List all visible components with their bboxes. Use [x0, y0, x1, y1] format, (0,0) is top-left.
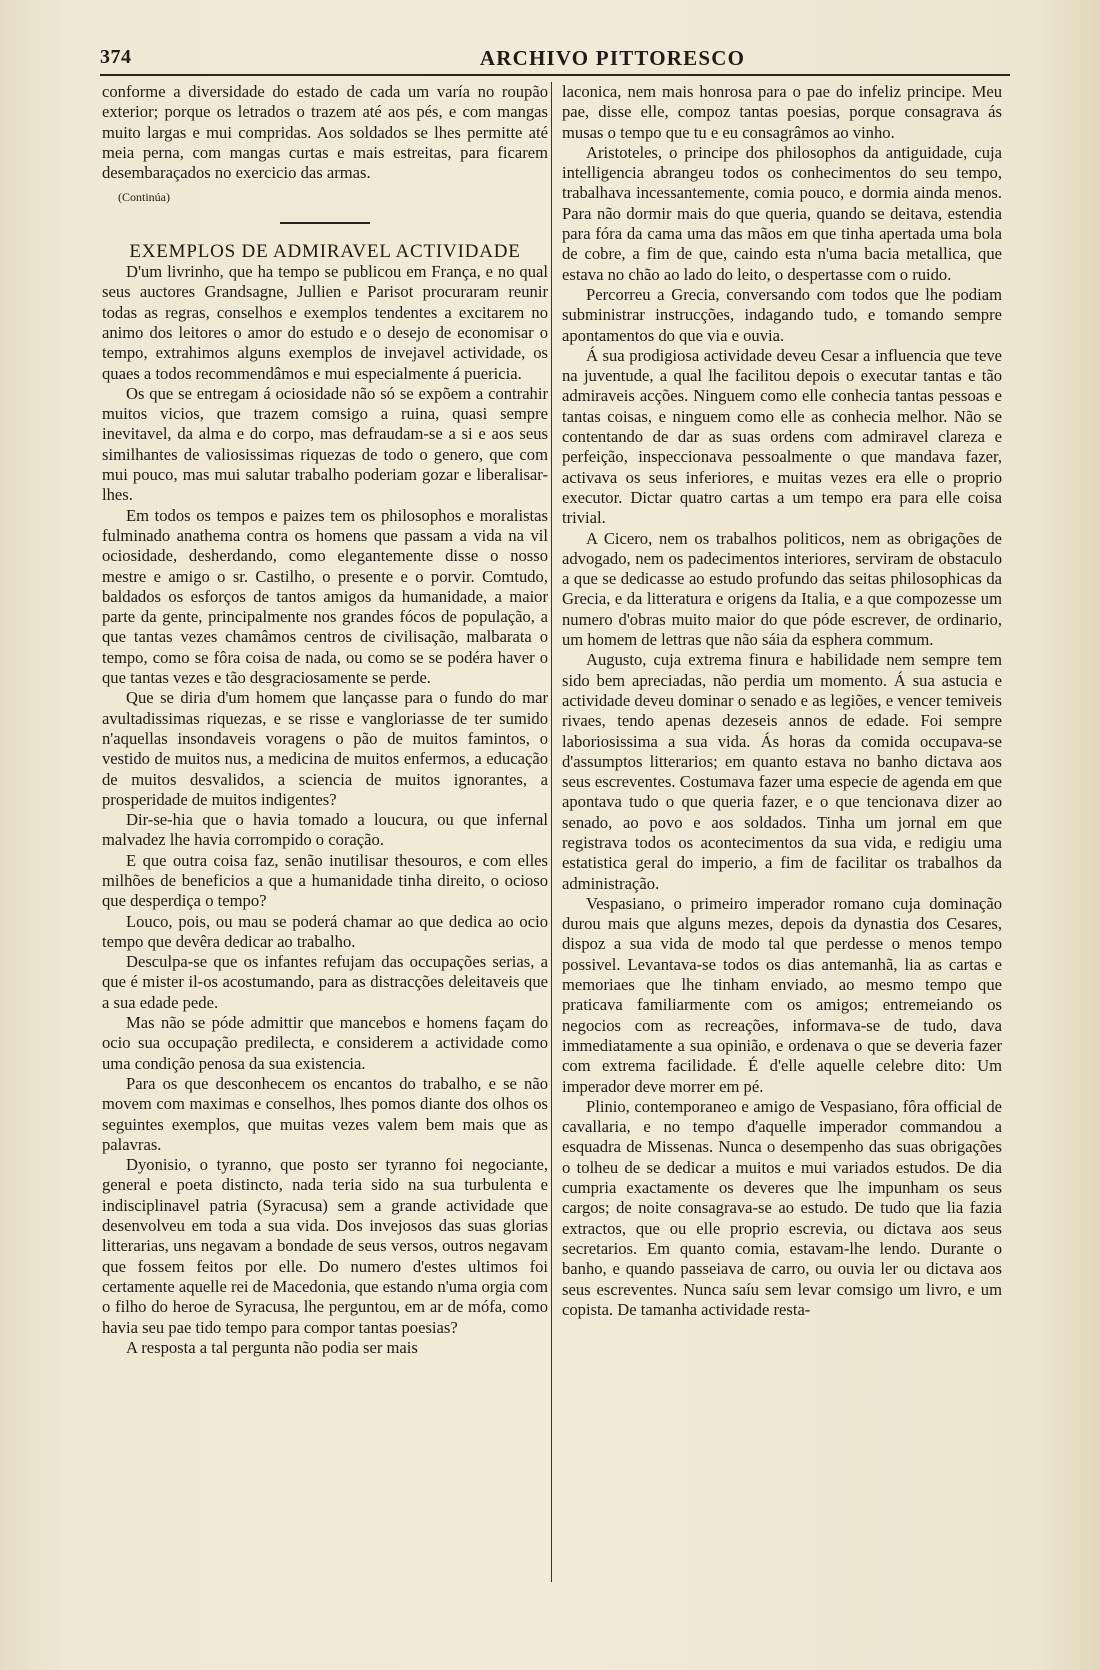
paragraph: E que outra coisa faz, senão inutilisar thesouros, e com elles milhões de beneficios a que a humanidade tinha direito, o ocioso que desperdiça o tempo?: [102, 850, 548, 911]
paragraph: Plinio, contemporaneo e amigo de Vespasiano, fôra official de cavallaria, e no tempo d'aquelle imperador commandou a esquadra de Missenas. Nunca o desempenho das suas obrigações o tolheu de se dedicar a muitos e mui variados estudos. De dia cumpria exactamente os deveres que lhe impunham os seus cargos; de noite consagrava-se ao estudo. De tudo que lia fazia extractos, que ou elle proprio escrevia, ou dictava aos seus secretarios. Em quanto comia, estavam-lhe lendo. Durante o banho, e quando passeiava de carro, ou ouvia ler ou dictava aos seus escreventes. Nunca saíu sem levar comsigo um livro, e um copista. De tamanha actividade resta-: [562, 1096, 1002, 1319]
page-header: [100, 42, 1010, 76]
paragraph: A Cicero, nem os trabalhos politicos, nem as obrigações de advogado, nem os padecimentos interiores, serviram de obstaculo a que se dedicasse ao estudo profundo das seitas philosophicas da Grecia, e da litteratura e origens da Italia, e a que compozesse um numero d'obras muito maior do que póde escrever, de ordinario, um homem de lettras que não sáia da esphera commum.: [562, 528, 1002, 650]
paragraph: Vespasiano, o primeiro imperador romano cuja dominação durou mais que alguns mezes, depois da dynastia dos Cesares, dispoz a sua vida de modo tal que perdesse o menos tempo possivel. Levantava-se todos os dias antemanhã, lia as cartas e memoriaes que lhe tinham enviado, ao mesmo tempo que praticava familiarmente com os amigos; entremeiando os negocios com as recreações, informava-se de tudo, dava immediatamente a sua opinião, e ordenava o que se deveria fazer com extrema facilidade. É d'elle aquelle celebre dito: Um imperador deve morrer em pé.: [562, 893, 1002, 1096]
running-title: ARCHIVO PITTORESCO: [479, 46, 746, 70]
paragraph: Augusto, cuja extrema finura e habilidade nem sempre tem sido bem apreciadas, não perdia um momento. Á sua astucia e actividade deveu dominar o senado e as legiões, e vencer temiveis rivaes, tendo apenas dezeseis annos de edade. Foi sempre laboriosissima a sua vida. Ás horas da comida occupava-se d'assumptos litterarios; em quanto estava no banho dictava aos seus escreventes. Costumava fazer uma especie de agenda em que apontava tudo o que queria fazer, e o que tencionava dizer ao senado, ao povo e aos soldados. Tinha um jornal em que registrava todos os acontecimentos da sua vida, e redigiu uma estatistica geral do imperio, a fim de facilitar os trabalhos da administração.: [562, 650, 1002, 893]
paragraph: Para os que desconhecem os encantos do trabalho, e se não movem com maximas e conselhos, lhes pomos diante dos olhos os seguintes exemplos, que muitas vezes valem bem mais que as palavras.: [102, 1073, 548, 1154]
continued-paragraph: conforme a diversidade do estado de cada um varía no roupão exterior; porque os letrados o trazem até aos pés, e com mangas muito largas e mui compridas. Aos soldados se lhes permitte até meia perna, com mangas curtas e mais estreitas, para ficarem desembaraçados no exercicio das armas.: [102, 82, 548, 183]
paragraph: Percorreu a Grecia, conversando com todos que lhe podiam subministrar instrucções, indagando tudo, e tomando sempre apontamentos do que via e ouvia.: [562, 284, 1002, 345]
section-divider: [280, 222, 370, 224]
paragraph: Aristoteles, o principe dos philosophos da antiguidade, cuja intelligencia abrangeu todos os conhecimentos do seu tempo, trabalhava incessantemente, comia pouco, e dormia ainda menos. Para não dormir mais do que queria, quando se deitava, estendia para fóra da cama uma das mãos em que tinha apertada uma bola de cobre, a fim de que, caindo esta n'uma bacia metallica, que estava no chão ao lado do leito, o despertasse com o ruido.: [562, 142, 1002, 284]
continua-label: (Continúa): [118, 190, 170, 205]
paragraph: Dyonisio, o tyranno, que posto ser tyranno foi negociante, general e poeta distincto, nada teria sido na sua turbulenta e indisciplinavel patria (Syracusa) sem a grande actividade que desenvolveu em toda a sua vida. Dos invejosos das suas glorias litterarias, uns negavam a bondade de seus versos, outros negavam que fossem feitos por elle. Do numero d'estes ultimos foi certamente aquelle rei de Macedonia, que estando n'uma orgia com o filho do heroe de Syracusa, lhe perguntou, em ar de mófa, como havia seu pae tido tempo para compor tantas poesias?: [102, 1155, 548, 1337]
paragraph: Louco, pois, ou mau se poderá chamar ao que dedica ao ocio tempo que devêra dedicar ao trabalho.: [102, 911, 548, 951]
header-rule: [100, 74, 1010, 76]
right-column: [562, 82, 1002, 1320]
paragraph: Em todos os tempos e paizes tem os philosophos e moralistas fulminado anathema contra os homens que passam a vida na vil ociosidade, desherdando, como elegantemente disse o nosso mestre e amigo o sr. Castilho, o presente e o porvir. Comtudo, baldados os esforços de tantos amigos da humanidade, a maior parte da gente, principalmente nos grandes fócos de população, a que tantas vezes chamâmos centros de civilisação, malbarata o tempo, como se fôra coisa de nada, ou como se se podéra haver o que tantas vezes e tão desgraciosamente se perde.: [102, 505, 548, 688]
paragraph: Dir-se-hia que o havia tomado a loucura, ou que infernal malvadez lhe havia corrompido o coração.: [102, 810, 548, 850]
paragraph: Á sua prodigiosa actividade deveu Cesar a influencia que teve na juventude, a qual lhe facilitou depois o executar tantas e tão admiraveis acções. Ninguem como elle conhecia tantas pessoas e tantas coisas, e ninguem como elle as conhecia melhor. Não se contentando de dar as suas ordens com admiravel clareza e perfeição, inspeccionava pessoalmente o que mandava fazer, activava os seus inferiores, e muitas vezes era elle o proprio executor. Dictar quatro cartas a um tempo era para elle coisa trivial.: [562, 345, 1002, 528]
paragraph: Que se diria d'um homem que lançasse para o fundo do mar avultadissimas riquezas, e se risse e vangloriasse de ter sumido n'aquellas insondaveis voragens o pão de muitos famintos, o vestido de muitos nus, a medicina de muitos enfermos, a educação de muitos desvalidos, a sciencia de muitos ignorantes, a prosperidade de muitos indigentes?: [102, 688, 548, 809]
column-divider: [551, 82, 552, 1582]
page-number: 374: [100, 46, 132, 68]
continued-paragraph: laconica, nem mais honrosa para o pae do infeliz principe. Meu pae, disse elle, compoz tantas poesias, porque consagrava ás musas o tempo que tu e eu consagrâmos ao vinho.: [562, 82, 1002, 142]
paragraph: Os que se entregam á ociosidade não só se expõem a contrahir muitos vicios, que trazem comsigo a ruina, quasi sempre inevitavel, da alma e do corpo, mas defraudam-se a si e aos seus similhantes de valiosissimas riquezas de todo o genero, que com mui pouco, mas mui salutar trabalho poderiam gozar e liberalisar-lhes.: [102, 383, 548, 505]
paragraph: D'um livrinho, que ha tempo se publicou em França, e no qual seus auctores Grandsagne, Jullien e Parisot procuraram reunir todas as regras, conselhos e exemplos tendentes a excitarem no animo dos leitores o amor do estudo e o desejo de economisar o tempo, extrahimos alguns exemplos de invejavel actividade, os quaes a todos recommendâmos e mui especialmente á puericia.: [102, 262, 548, 383]
paragraph: Mas não se póde admittir que mancebos e homens façam do ocio sua occupação predilecta, e considerem a actividade como uma condição penosa da sua existencia.: [102, 1013, 548, 1073]
left-column: [102, 82, 548, 1358]
section-title: EXEMPLOS DE ADMIRAVEL ACTIVIDADE: [129, 240, 521, 262]
paragraph: A resposta a tal pergunta não podia ser mais: [126, 1337, 418, 1357]
paragraph: Desculpa-se que os infantes refujam das occupações serias, a que é mister il-os acostumando, para as distracções deleitaveis que a sua edade pede.: [102, 952, 548, 1012]
